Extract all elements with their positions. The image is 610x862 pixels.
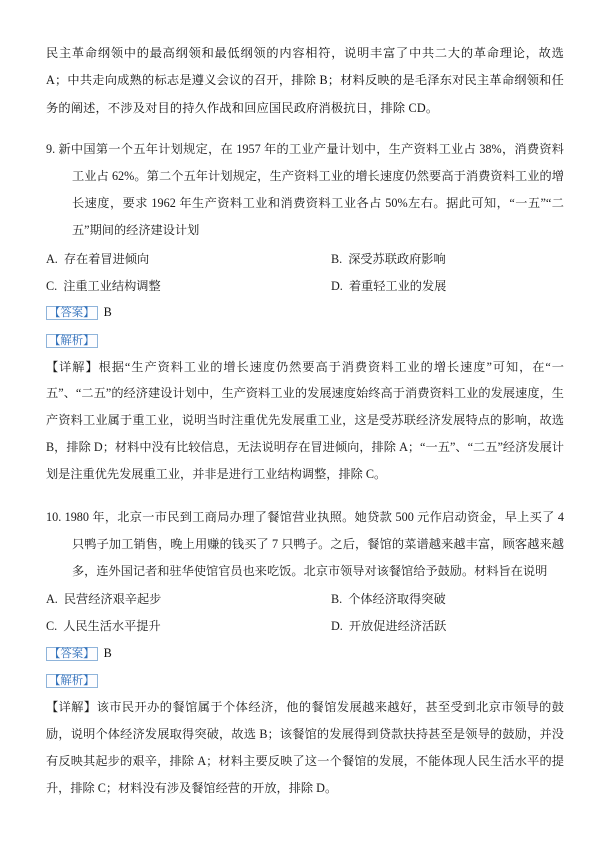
option-10-B[interactable] [305,586,564,613]
continuation-paragraph: 民主革命纲领中的最高纲领和最低纲领的内容相符，说明丰富了中共二大的革命理论，故选 A；中共走向成熟的标志是遵义会议的召开，排除 B；材料反映的是毛泽东对民主革命纲领和任务的阐述，不涉及对目的持久作战和回应国民政府消极抗日，排除 CD。 [46,46,564,115]
answer-value: B [103,646,112,661]
option-row [46,613,564,640]
section-spacer [46,490,564,498]
option-label: A. [46,592,58,607]
option-text: 注重工业结构调整 [63,278,161,293]
option-text: 人民生活水平提升 [63,619,161,634]
option-text: 存在着冒进倾向 [63,251,150,266]
option-text: 开放促进经济活跃 [348,619,447,634]
option-text: 着重轻工业的发展 [348,278,447,293]
analysis-tag: 【解析】 [46,334,98,348]
option-label: B. [331,592,343,607]
option-row [46,586,564,613]
option-row [46,246,564,273]
answer-tag: 【答案】 [46,647,98,661]
option-label: D. [331,278,343,293]
analysis-tag: 【解析】 [46,674,98,688]
option-9-B[interactable] [305,246,564,273]
question-10-text: 1980 年，北京一市民到工商局办理了餐馆营业执照。她贷款 500 元作启动资金，早上买了 4 只鸭子加工销售，晚上用赚的钱买了 7 只鸭子。之后，餐馆的菜谱越来越丰富，顾客越来越多，连外国记者和驻华使馆官员也来吃饭。北京市领导对该餐馆给予鼓励。材料旨在说明 [64,509,565,578]
answer-value: B [103,305,112,320]
question-9-answer-line [46,299,564,326]
question-9-number: 9. [46,142,56,157]
question-9-options [46,246,564,300]
question-10-answer-line [46,640,564,667]
option-label: B. [331,251,343,266]
option-row [46,273,564,300]
question-9-analysis-line [46,327,564,354]
question-10-stem [46,504,564,585]
option-10-A[interactable] [46,586,305,613]
option-label: D. [331,619,343,634]
question-9-stem [46,136,564,243]
option-9-A[interactable] [46,246,305,273]
answer-tag: 【答案】 [46,306,98,320]
question-9-detail: 【详解】根据“生产资料工业的增长速度仍然要高于消费资料工业的增长速度”可知，在“一五”、“二五”的经济建设计划中，生产资料工业的发展速度始终高于消费资料工业的发展速度，生产资料工业属于重工业，说明当时注重优先发展重工业，这是受苏联经济发展特点的影响，故选 B，排除 D；材料中没有比较信息，无法说明存在冒进倾向，排除 A；“一五”、“二五”经济发展计划是注重优先发展重工业，并非是进行工业结构调整，排除 C。 [46,359,564,481]
option-9-C[interactable] [46,273,305,300]
option-text: 民营经济艰辛起步 [63,592,162,607]
question-10-number: 10. [46,509,62,524]
option-label: C. [46,619,58,634]
question-block-10 [46,504,564,802]
question-10-options [46,586,564,640]
question-10-analysis-line [46,667,564,694]
option-10-D[interactable] [305,613,564,640]
question-10-detail: 【详解】该市民开办的餐馆属于个体经济，他的餐馆发展越来越好，甚至受到北京市领导的鼓励，说明个体经济发展取得突破，故选 B；该餐馆的发展得到贷款扶持甚至是领导的鼓励，并没有反映其起步的艰辛，排除 A；材料主要反映了这一个餐馆的发展，不能体现人民生活水平的提升，排除 C；材料没有涉及餐馆经营的开放，排除 D。 [46,700,564,795]
option-label: C. [46,278,58,293]
option-10-C[interactable] [46,613,305,640]
option-label: A. [46,251,58,266]
question-9-text: 新中国第一个五年计划规定，在 1957 年的工业产量计划中，生产资料工业占 38%，消费资料工业占 62%。第二个五年计划规定，生产资料工业的增长速度仍然要高于消费资料工业的增长速度，要求 1962 年生产资料工业和消费资料工业各占 50%左右。据此可知，“一五”“二五”期间的经济建设计划 [58,142,564,237]
option-9-D[interactable] [305,273,564,300]
option-text: 个体经济取得突破 [348,592,446,607]
question-block-9 [46,136,564,487]
option-text: 深受苏联政府影响 [348,251,446,266]
